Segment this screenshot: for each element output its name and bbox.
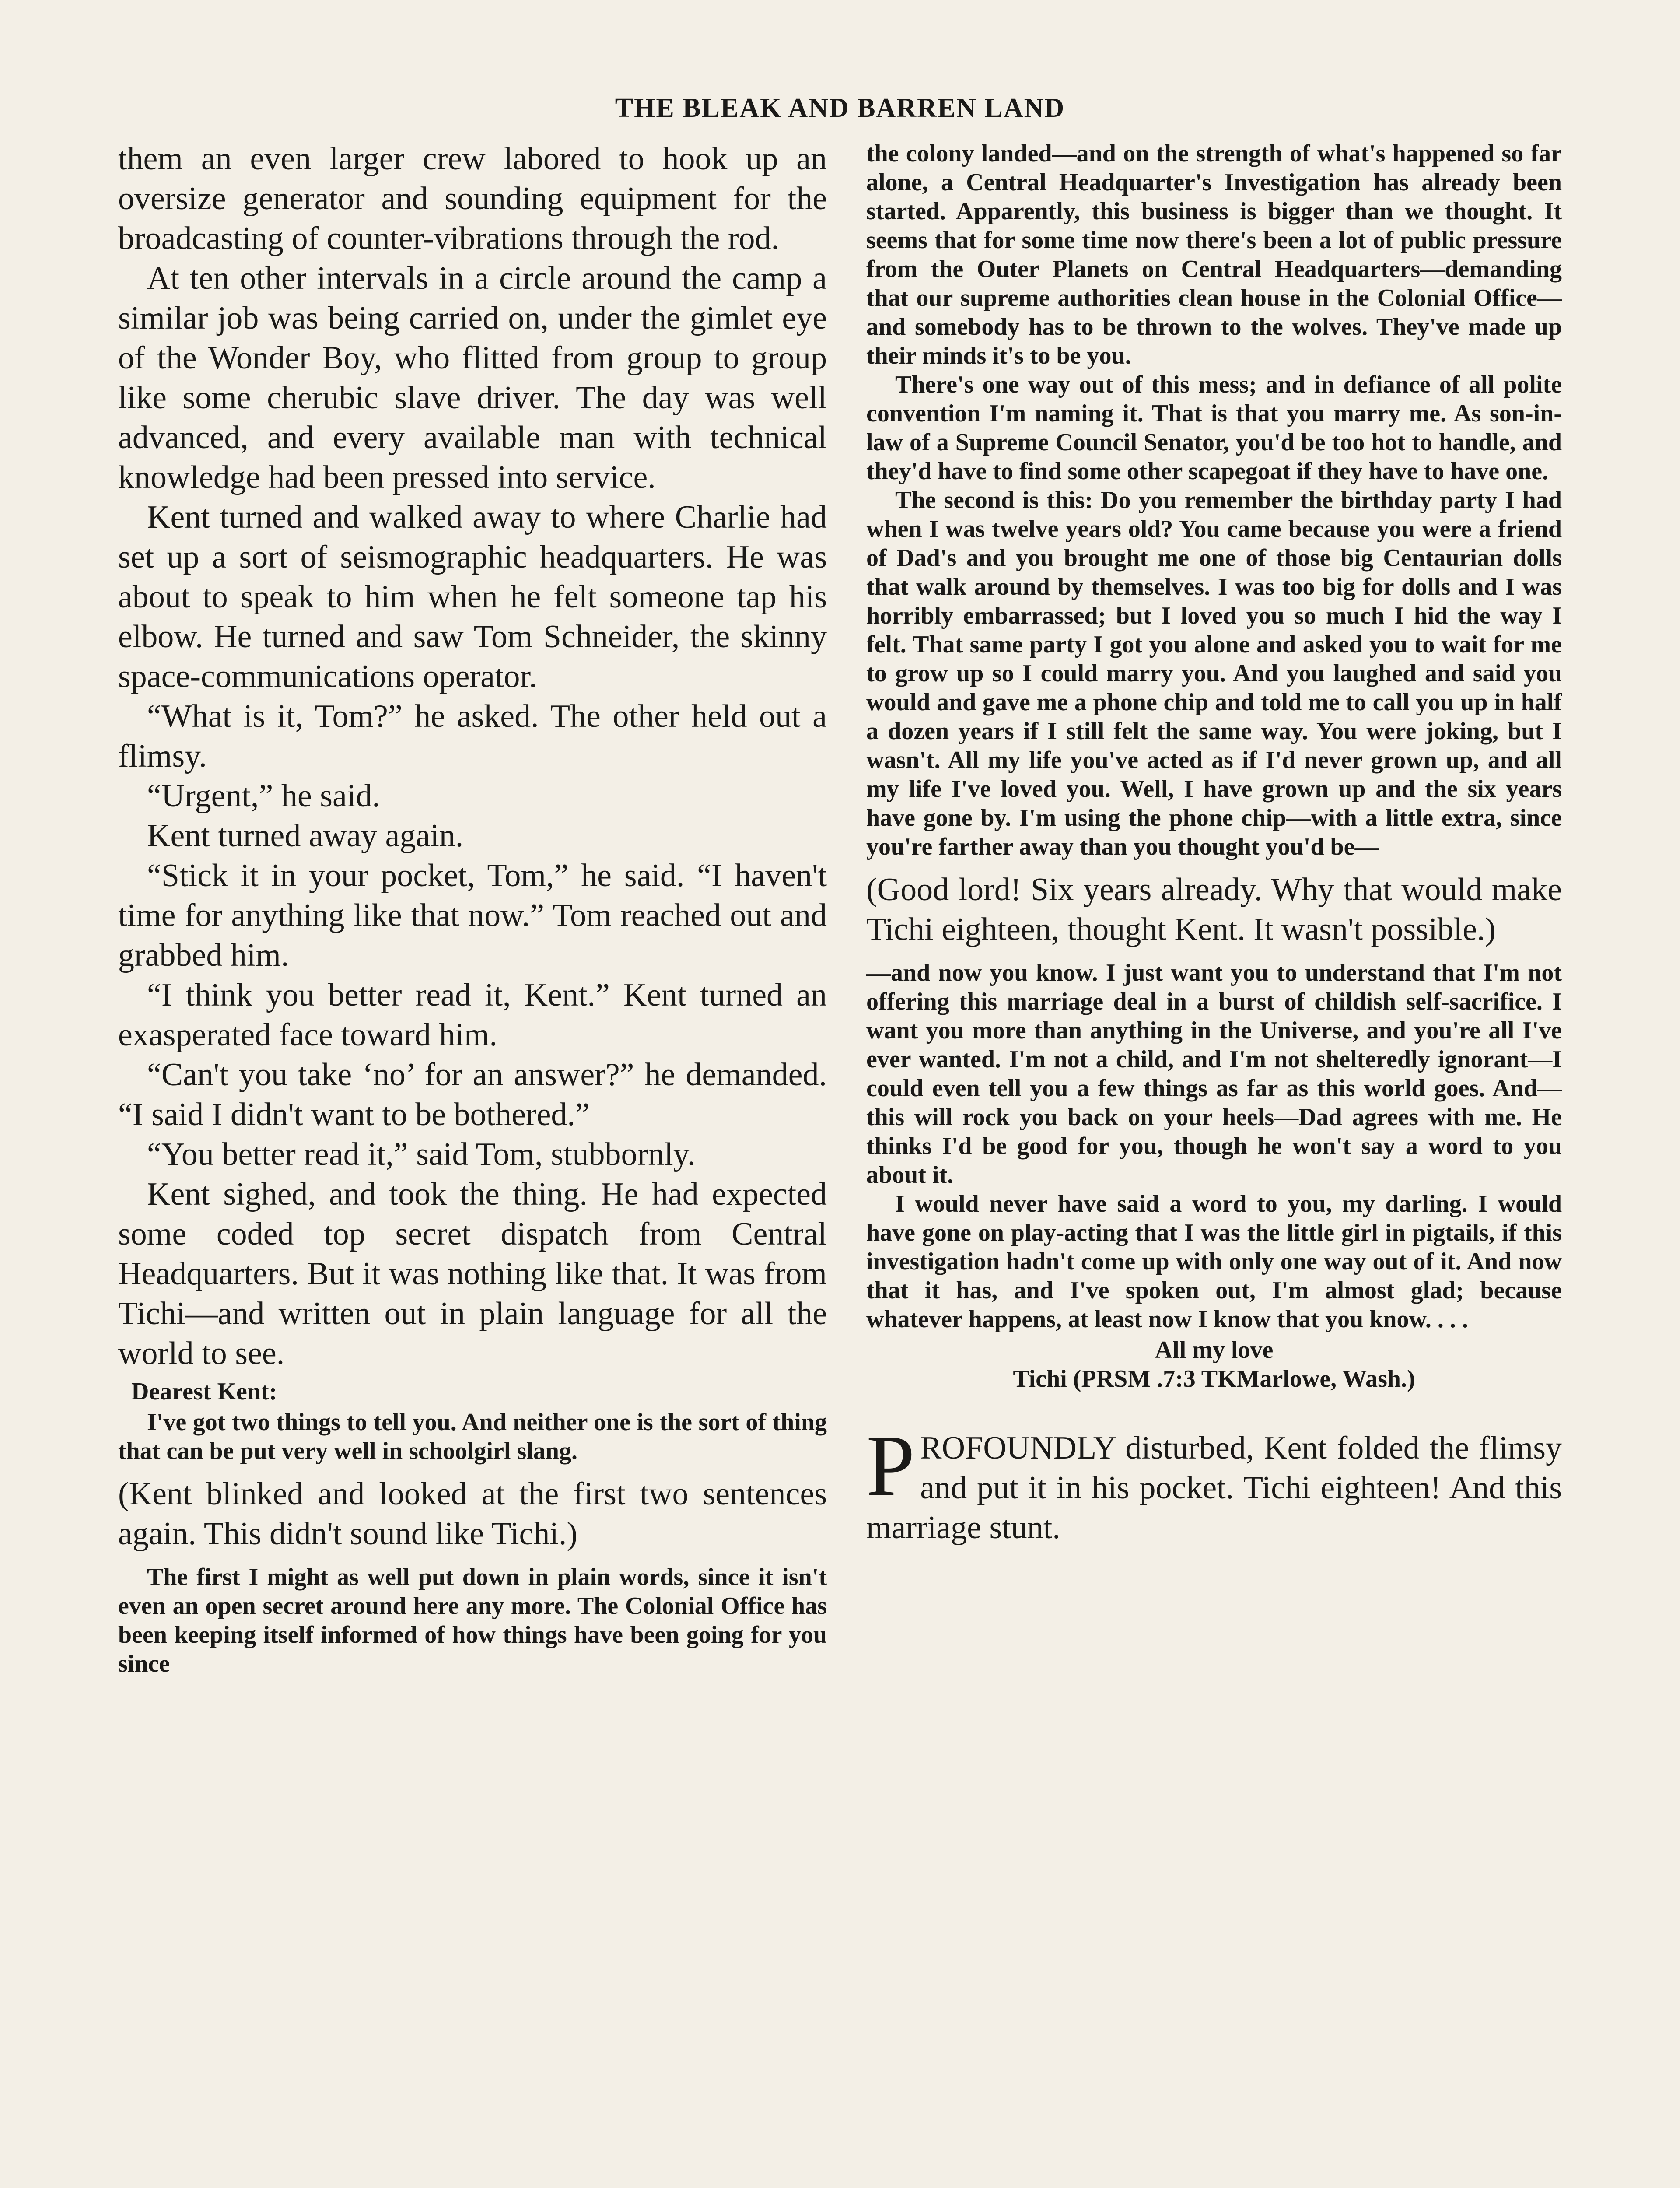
paragraph: At ten other intervals in a circle around the camp a similar job was being carried on, under the gimlet eye of the Wonder Boy, who flitted from group to group like some cherubic slave driver. The day was well advanced, and every available man with technical knowledge had been pressed into service. <box>118 260 827 495</box>
letter-paragraph: The second is this: Do you remember the birthday party I had when I was twelve years old? You came because you were a friend of Dad's and you brought me one of those big Centaurian dolls that walk around by themselves. I was too big for dolls and I was horribly embarrassed; but I loved you so much I hid the way I felt. That same party I got you alone and asked you to wait for me to grow up so I could marry you. And you laughed and said you would and gave me a phone chip and told me to call you up in half a dozen years if I still felt the same way. You were joking, but I wasn't. All my life you've acted as if I'd never grown up, and all my life I've loved you. Well, I have grown up and the six years have gone by. I'm using the phone chip—with a little extra, since you're farther away than you thought you'd be— <box>866 487 1562 860</box>
paragraph: “Can't you take ‘no’ for an answer?” he demanded. “I said I didn't want to be bothered.” <box>118 1057 827 1133</box>
letter-closing: All my love <box>1155 1336 1274 1364</box>
right-column <box>866 139 1562 1548</box>
aside-paragraph: (Kent blinked and looked at the first two sentences again. This didn't sound like Tichi.) <box>118 1476 827 1552</box>
paragraph: “Stick it in your pocket, Tom,” he said. “I haven't time for anything like that now.” Tom reached out and grabbed him. <box>118 858 827 973</box>
letter-ending <box>866 958 1562 1393</box>
paragraph: Kent sighed, and took the thing. He had expected some coded top secret dispatch from Central Headquarters. But it was nothing like that. It was from Tichi—and written out in plain language for all the world to see. <box>118 1176 827 1371</box>
letter-paragraph: The first I might as well put down in plain words, since it isn't even an open secret around here any more. The Colonial Office has been keeping itself informed of how things have been going for you since <box>118 1564 827 1677</box>
letter-paragraph: —and now you know. I just want you to understand that I'm not offering this marriage deal in a burst of childish self-sacrifice. I want you more than anything in the Universe, and you're all I've ever wanted. I'm not a child, and I'm not shelteredly ignorant—I could even tell you a few things as far as this world goes. And—this will rock you back on your heels—Dad agrees with me. He thinks I'd be good for you, though he won't say a word to you about it. <box>866 959 1562 1189</box>
paragraph: “Urgent,” he said. <box>147 778 380 814</box>
running-title: THE BLEAK AND BARREN LAND <box>615 93 1065 123</box>
drop-cap: P <box>866 1417 915 1514</box>
final-paragraph-text: ROFOUNDLY disturbed, Kent folded the flimsy and put it in his pocket. Tichi eighteen! And this marriage stunt. <box>866 1430 1562 1546</box>
letter-continued <box>118 1563 827 1678</box>
paragraph: Kent turned away again. <box>147 818 464 854</box>
paragraph: “You better read it,” said Tom, stubbornly. <box>147 1136 696 1172</box>
paragraph: them an even larger crew labored to hook up an oversize generator and sounding equipment for the broadcasting of counter-vibrations through the rod. <box>118 141 827 256</box>
paragraph: “What is it, Tom?” he asked. The other held out a flimsy. <box>118 698 827 774</box>
paragraph: Kent turned and walked away to where Charlie had set up a sort of seismographic headquarters. He was about to speak to him when he felt someone tap his elbow. He turned and saw Tom Schneider, the skinny space-communications operator. <box>118 499 827 694</box>
aside-paragraph: (Good lord! Six years already. Why that would make Tichi eighteen, thought Kent. It wasn't possible.) <box>866 872 1562 947</box>
letter-paragraph: the colony landed—and on the strength of what's happened so far alone, a Central Headquarter's Investigation has already been started. Apparently, this business is bigger than we thought. It seems that for some time now there's been a lot of public pressure from the Outer Planets on Central Headquarters—demanding that our supreme authorities clean house in the Colonial Office—and somebody has to be thrown to the wolves. They've made up their minds it's to be you. <box>866 140 1562 369</box>
paragraph: “I think you better read it, Kent.” Kent turned an exasperated face toward him. <box>118 977 827 1053</box>
letter-paragraph: I've got two things to tell you. And neither one is the sort of thing that can be put very well in schoolgirl slang. <box>118 1409 827 1465</box>
letter-opening <box>118 1377 827 1466</box>
letter-paragraph: I would never have said a word to you, my darling. I would have gone on play-acting that I was the little girl in pigtails, if this investigation hadn't come up with only one way out of it. And now that it has, and I've spoken out, I'm almost glad; because whatever happens, at least now I know that you know. . . . <box>866 1190 1562 1333</box>
letter-body <box>866 139 1562 861</box>
letter-paragraph: There's one way out of this mess; and in defiance of all polite convention I'm naming it. That is that you marry me. As son-in-law of a Supreme Council Senator, you'd be too hot to handle, and they'd have to find some other scapegoat if they have to have one. <box>866 371 1562 485</box>
final-section <box>866 1417 1562 1548</box>
letter-signature: Tichi (PRSM .7:3 TKMarlowe, Wash.) <box>1013 1365 1415 1392</box>
left-narrative <box>118 139 827 1374</box>
dropcap-paragraph <box>866 1417 1562 1548</box>
letter-salutation: Dearest Kent: <box>131 1378 277 1405</box>
left-column <box>118 139 827 1678</box>
